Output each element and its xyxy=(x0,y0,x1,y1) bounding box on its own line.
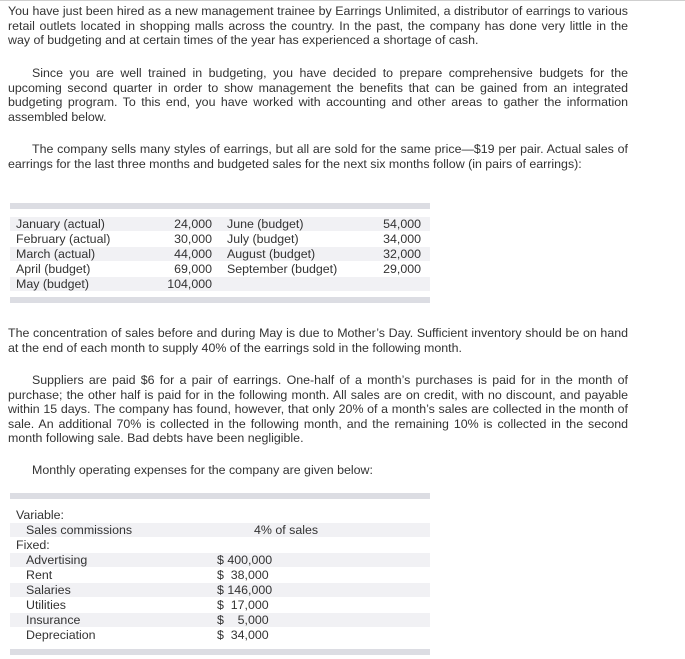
sales-month-label: January (actual) xyxy=(16,217,105,231)
sales-month-value: 44,000 xyxy=(174,247,212,261)
sales-month-value: 24,000 xyxy=(174,217,212,231)
expense-value: $ 17,000 xyxy=(217,598,269,612)
top-divider xyxy=(0,0,685,1)
sales-month-label: September (budget) xyxy=(227,262,338,276)
expense-value: $ 146,000 xyxy=(217,583,273,597)
expenses-intro-paragraph: Monthly operating expenses for the company are given below: xyxy=(32,463,373,477)
expenses-table-top-bar xyxy=(10,493,430,499)
intro-paragraph: You have just been hired as a new management trainee by Earrings Unlimited, a distributor of earrings to various retail outlets located in shopping malls across the country. In the past, the company has done very little in the way of budgeting and at certain times of the year has experienced a shortage of cash. xyxy=(8,4,628,47)
sales-month-value: 54,000 xyxy=(383,217,421,231)
sales-month-value: 32,000 xyxy=(383,247,421,261)
expense-label: Depreciation xyxy=(26,628,96,642)
budget-purpose-paragraph: Since you are well trained in budgeting, you have decided to prepare comprehensive budgets for the upcoming second quarter in order to show management the benefits that can be gained from an integrated budgeting program. To this end, you have worked with accounting and other areas to gather the information assembled below. xyxy=(8,66,628,124)
sales-intro-paragraph: The company sells many styles of earrings, but all are sold for the same price—$19 per pair. Actual sales of earrings for the last three months and budgeted sales for the next six months follow (in pairs of earrings): xyxy=(8,142,628,171)
expense-label: Sales commissions xyxy=(26,523,133,537)
expense-label: Utilities xyxy=(26,598,66,612)
sales-month-value: 30,000 xyxy=(174,232,212,246)
inventory-paragraph: The concentration of sales before and during May is due to Mother’s Day. Sufficient inventory should be on hand at the end of each month to supply 40% of the earrings sold in the following month. xyxy=(8,326,628,355)
fixed-heading: Fixed: xyxy=(16,538,50,552)
variable-heading: Variable: xyxy=(16,508,64,522)
expense-value: $ 38,000 xyxy=(217,568,269,582)
sales-month-label: February (actual) xyxy=(16,232,111,246)
expense-label: Salaries xyxy=(26,583,71,597)
sales-table-top-bar xyxy=(10,203,430,209)
sales-month-value: 104,000 xyxy=(167,277,212,291)
expenses-table-bottom-bar xyxy=(10,649,430,655)
expense-label: Rent xyxy=(26,568,53,582)
sales-month-value: 69,000 xyxy=(174,262,212,276)
expense-label: Advertising xyxy=(26,553,88,567)
sales-month-label: March (actual) xyxy=(16,247,96,261)
commissions-value: 4% of sales xyxy=(254,523,319,537)
sales-month-label: June (budget) xyxy=(227,217,304,231)
sales-month-label: May (budget) xyxy=(16,277,90,291)
collections-paragraph: Suppliers are paid $6 for a pair of earrings. One-half of a month’s purchases is paid for in the month of purchase; the other half is paid for in the following month. All sales are on credit, with no discount, and payable within 15 days. The company has found, however, that only 20% of a month’s sales are collected in the month of sale. An additional 70% is collected in the following month, and the remaining 10% is collected in the second month following sale. Bad debts have been negligible. xyxy=(8,373,628,445)
expense-value: $ 400,000 xyxy=(217,553,273,567)
expense-value: $ 34,000 xyxy=(217,628,269,642)
sales-month-label: August (budget) xyxy=(227,247,316,261)
expense-value: $ 5,000 xyxy=(217,613,269,627)
sales-table-bottom-bar xyxy=(10,297,430,303)
sales-month-label: July (budget) xyxy=(227,232,299,246)
expense-label: Insurance xyxy=(26,613,81,627)
sales-month-value: 29,000 xyxy=(383,262,421,276)
sales-month-label: April (budget) xyxy=(16,262,91,276)
sales-month-value: 34,000 xyxy=(383,232,421,246)
